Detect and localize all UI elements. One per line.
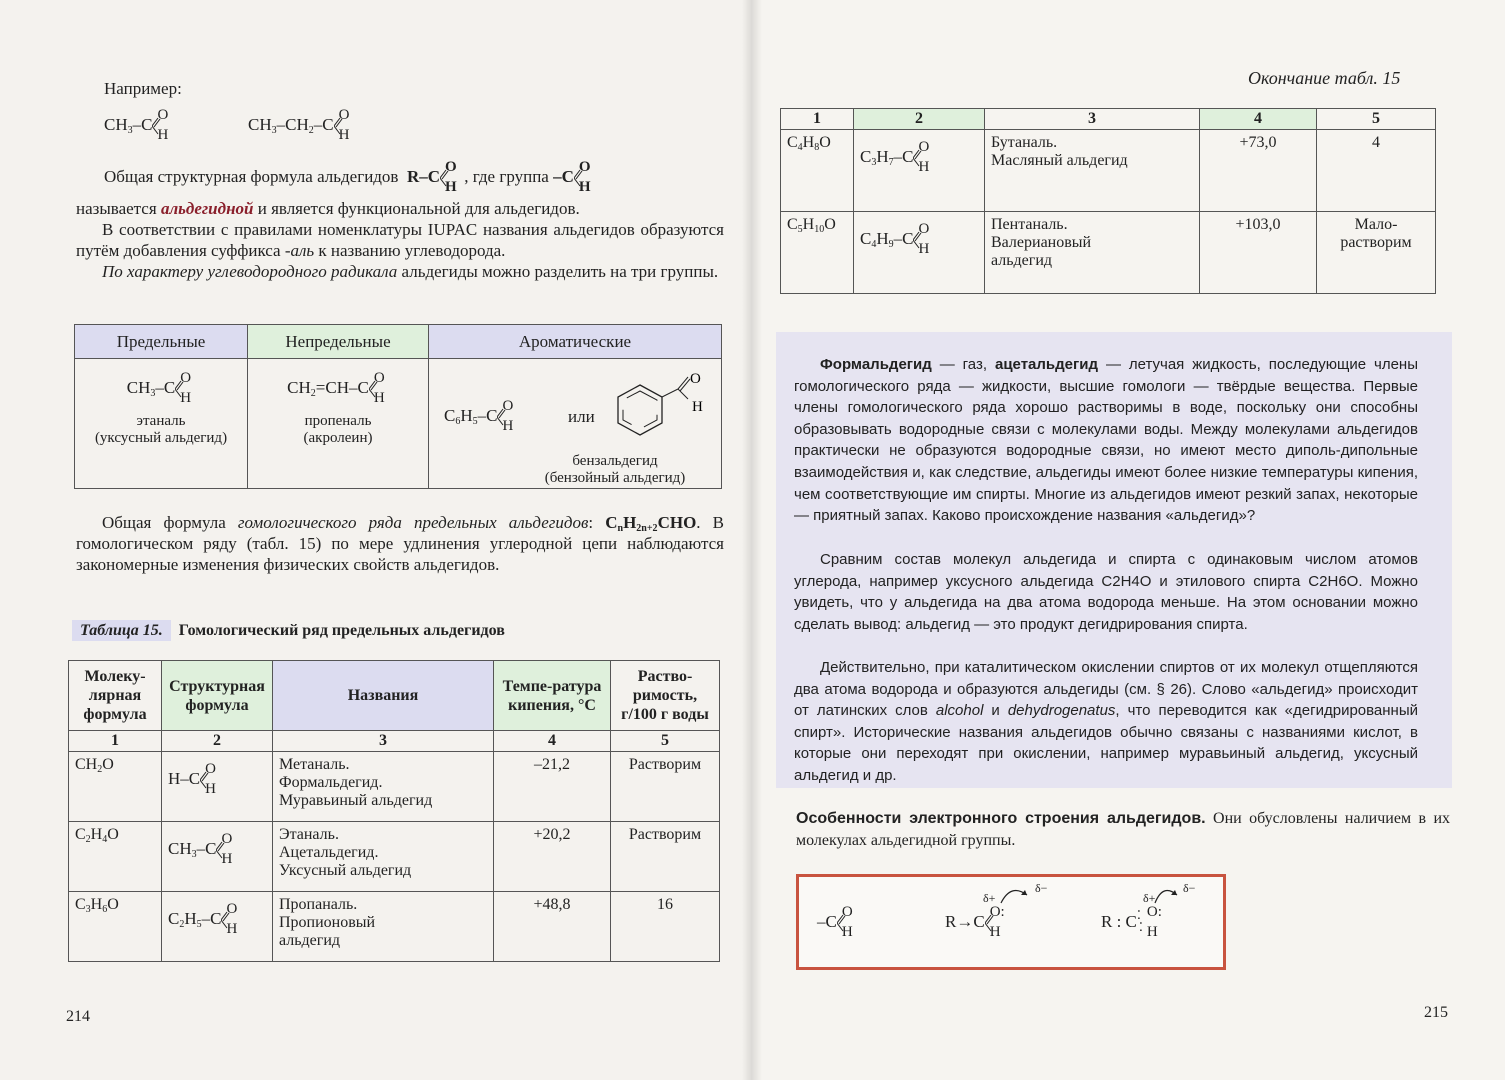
- electron-shift-arrow-icon-2: [1151, 883, 1183, 907]
- right-page: [752, 0, 1505, 1080]
- box-formula-1: –C O H: [817, 904, 853, 940]
- propenal-alt: (акролеин): [303, 430, 373, 446]
- example-label: Например:: [104, 79, 182, 98]
- svg-text:H: H: [692, 399, 703, 415]
- struct-formula: $C_4H_9-C$ O H: [854, 212, 985, 294]
- suffix-al: -аль: [284, 241, 315, 260]
- box-formula-3: R : C ⁚ ⁚ O: H: [1101, 904, 1162, 940]
- group-saturated-cell: $CH_3-C$ O H этаналь (уксусный альдегид): [75, 359, 248, 489]
- table-row: [781, 130, 1436, 212]
- mol-formula: $C_3H_6O$: [69, 892, 162, 962]
- struct-formula: $C_2H_5-C$ O H: [162, 892, 273, 962]
- th-names: Названия: [273, 661, 494, 731]
- propenal-name: пропеналь: [304, 413, 372, 429]
- homolog-table-continued: [780, 108, 1436, 294]
- boiling-point: +20,2: [494, 822, 611, 892]
- group-header-aromatic: Ароматические: [429, 325, 722, 359]
- page-number-left: 214: [66, 1008, 90, 1025]
- boiling-point: +48,8: [494, 892, 611, 962]
- radical-paragraph: По характеру углеводородного радикала альдегиды можно разделить на три группы.: [102, 262, 719, 281]
- struct-formula: $C_3H_7-C$ O H: [854, 130, 985, 212]
- group-aromatic-cell: $C_6H_5-C$ O H или O H бензальдегид (бензойный альдегид): [429, 359, 722, 489]
- struct-formula: $CH_3-C$ O H: [162, 822, 273, 892]
- ethanal-name: этаналь: [136, 413, 186, 429]
- comparison-paragraph: Сравним состав молекул альдегида и спирта с одинаковым числом атомов углерода, например уксусного альдегида C2H4O и этилового спирта C2H6O. Можно увидеть, что у альдегида на два атома водорода меньше. На этом основании можно сделать вывод: альдегид — это продукт дегидрирования спирта.: [794, 551, 1418, 633]
- names-cell: Метаналь. Формальдегид. Муравьиный альдегид: [273, 752, 494, 822]
- svg-text:⁚: ⁚: [1138, 920, 1143, 934]
- table-caption: [72, 622, 505, 640]
- electron-shift-arrow-icon: [997, 883, 1033, 907]
- benzaldehyde-ring-icon: [610, 371, 710, 451]
- box-formula-2: R→C O: H: [945, 904, 1005, 940]
- iupac-paragraph: В соответствии с правилами номенклатуры IUPAC названия альдегидов образуются путём добавления суффикса -аль к названию углеводорода.: [76, 220, 724, 260]
- homolog-table: [68, 660, 720, 962]
- left-page: [0, 0, 752, 1080]
- th-boiling-point: Темпе-ратура кипения, °С: [494, 661, 611, 731]
- delta-plus-2: δ+: [1143, 891, 1156, 905]
- names-cell: Бутаналь. Масляный альдегид: [985, 130, 1200, 212]
- aldehyde-group-term: альдегидной: [160, 199, 254, 218]
- table-continuation-label: Окончание табл. 15: [1248, 68, 1401, 88]
- book-gutter: [742, 0, 762, 1080]
- solubility: Растворим: [611, 752, 720, 822]
- page-number-right: 215: [1424, 1004, 1448, 1021]
- origin-paragraph: Действительно, при каталитическом окислении спиртов от их молекул отщепляются два атома водорода и образуются альдегиды (см. § 26). Слово «альдегид» происходит от латинских слов alcohol и dehydrogenatus, что переводится как «дегидрированный спирт». Исторические названия альдегидов обычно связаны с названиями кислот, в которые они переходят при окислении, например муравьиный альдегид, уксусный альдегид и др.: [794, 659, 1419, 784]
- example-formula-1: $CH_3-C$ O H: [104, 107, 169, 143]
- column-number-row: 1 2 3 4 5: [781, 109, 1436, 130]
- delta-plus-1: δ+: [983, 891, 996, 905]
- th-solubility: Раство-римость, г/100 г воды: [611, 661, 720, 731]
- boiling-point: –21,2: [494, 752, 611, 822]
- names-cell: Пропаналь. Пропионовый альдегид: [273, 892, 494, 962]
- table-caption-title: Гомологический ряд предельных альдегидов: [178, 622, 505, 639]
- section-text: Они обусловлены наличием в их молекулах альдегидной группы.: [796, 810, 1451, 849]
- solubility: Мало-растворим: [1317, 212, 1436, 294]
- section-electronic-structure: [796, 808, 1450, 852]
- group-unsaturated-cell: $CH_2=CH-C$ O H пропеналь (акролеин): [248, 359, 429, 489]
- benzaldehyde-name: бензальдегид: [572, 453, 658, 469]
- mol-formula: $C_5H_{10}O$: [781, 212, 854, 294]
- solubility: Растворим: [611, 822, 720, 892]
- table-row: [69, 892, 720, 962]
- section-title: Особенности электронного строения альдегидов.: [796, 810, 1206, 827]
- table-row: [69, 752, 720, 822]
- mol-formula: $C_4H_8O$: [781, 130, 854, 212]
- mol-formula: $CH_2O$: [69, 752, 162, 822]
- boiling-point: +103,0: [1200, 212, 1317, 294]
- names-cell: Пентаналь. Валериановый альдегид: [985, 212, 1200, 294]
- names-cell: Этаналь. Ацетальдегид. Уксусный альдегид: [273, 822, 494, 892]
- or-word: или: [568, 407, 595, 426]
- table-row: [69, 822, 720, 892]
- svg-text:⁚: ⁚: [1136, 908, 1141, 922]
- svg-text:O: O: [690, 371, 701, 387]
- solubility: 16: [611, 892, 720, 962]
- boiling-point: +73,0: [1200, 130, 1317, 212]
- general-formula-text: Общая структурная формула альдегидов: [104, 166, 399, 186]
- aldehyde-groups-table: [74, 324, 722, 489]
- general-formula-line: Общая структурная формула альдегидов R–C O H , где группа –C O H: [104, 159, 591, 195]
- example-formula-2: $CH_3-CH_2-C$ O H: [248, 107, 350, 143]
- electron-structure-box: [796, 874, 1226, 970]
- mol-formula: $C_2H_4O$: [69, 822, 162, 892]
- solubility: 4: [1317, 130, 1436, 212]
- table-caption-tag: Таблица 15.: [72, 620, 171, 641]
- column-number-row: 1 2 3 4 5: [69, 731, 720, 752]
- struct-formula: H–C O H: [162, 752, 273, 822]
- group-header-saturated: Предельные: [75, 325, 248, 359]
- table-row: [781, 212, 1436, 294]
- homolog-paragraph: Общая формула гомологического ряда предельных альдегидов: $C_nH_{2n+2}CHO$. В гомологическом ряду (табл. 15) по мере удлинения углеродной цепи наблюдаются закономерные изменения физических свойств альдегидов.: [76, 513, 724, 574]
- homolog-formula: $C_nH_{2n+2}CHO$: [605, 513, 697, 534]
- delta-minus-2: δ−: [1183, 881, 1196, 895]
- benzaldehyde-alt: (бензойный альдегид): [544, 470, 686, 486]
- group-header-unsaturated: Непредельные: [248, 325, 429, 359]
- properties-paragraph: Формальдегид — газ, ацетальдегид — летучая жидкость, последующие члены гомологического ряда — жидкости, высшие гомологи — твёрдые вещества. Первые члены гомологического ряда хорошо растворимы в воде, поскольку они способны образовывать водородные связи с молекулами воды. Между молекулами альдегидов практически не образуются водородные связи, но имеют место диполь-дипольные взаимодействия и, как следствие, альдегиды имеют более низкие температуры кипения, чем соответствующие им спирты. Многие из альдегидов имеют резкий запах, некоторые — приятный запах. Каково происхождение названия «альдегид»?: [794, 356, 1418, 525]
- th-molecular-formula: Молеку-лярная формула: [69, 661, 162, 731]
- delta-minus-1: δ−: [1035, 881, 1048, 895]
- aldehyde-group-definition: называется альдегидной и является функциональной для альдегидов.: [76, 199, 580, 218]
- th-structural-formula: Структурная формула: [162, 661, 273, 731]
- ethanal-alt: (уксусный альдегид): [94, 430, 228, 446]
